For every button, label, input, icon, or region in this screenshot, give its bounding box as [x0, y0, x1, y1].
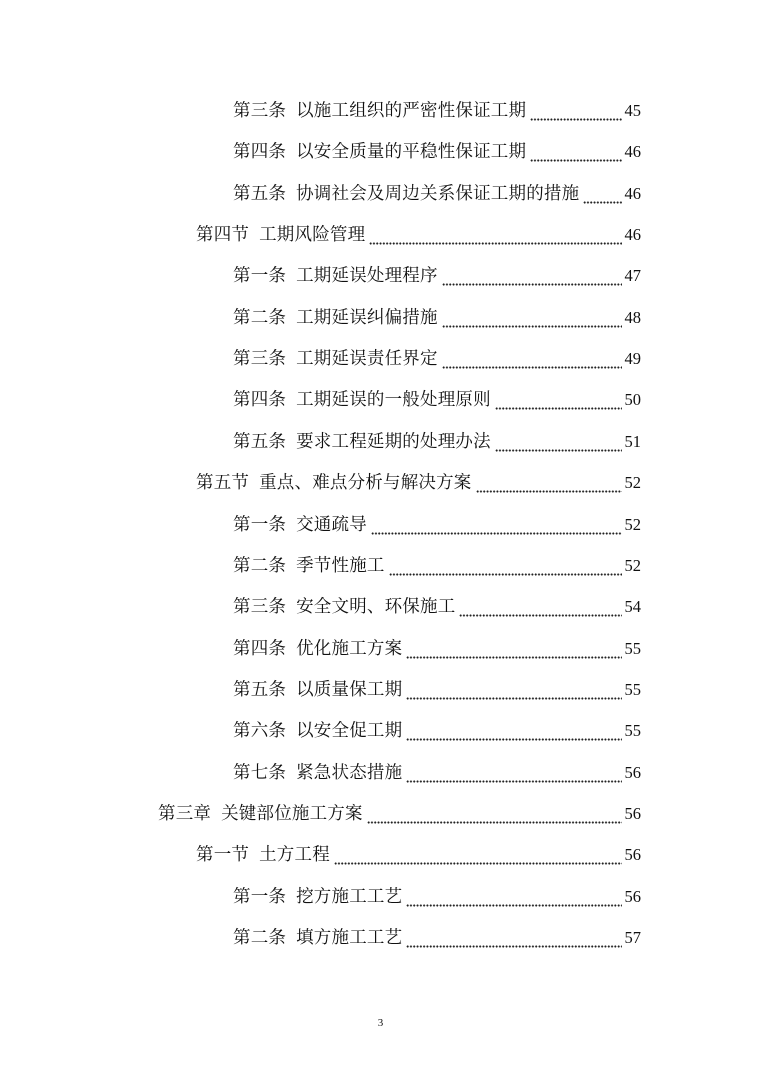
toc-entry[interactable] [0, 633, 761, 673]
toc-entry-label [233, 554, 385, 578]
toc-dot-leader [442, 283, 622, 286]
toc-entry-title: 工期延误处理程序 [296, 266, 438, 287]
toc-entry-label [233, 347, 438, 371]
toc-entry[interactable] [0, 798, 761, 838]
toc-entry-label [233, 761, 402, 785]
toc-entry-label [196, 223, 365, 247]
toc-entry-page: 51 [624, 431, 641, 451]
toc-entry-page: 56 [624, 803, 641, 823]
toc-entry-title: 工期延误责任界定 [296, 349, 438, 370]
toc-entry-number: 第三条 [233, 101, 287, 121]
toc-dot-leader [495, 449, 622, 452]
toc-entry-title: 重点、难点分析与解决方案 [259, 473, 472, 494]
toc-entry-page: 46 [624, 183, 641, 203]
toc-dot-leader [442, 366, 622, 369]
toc-entry-label [233, 140, 526, 164]
toc-dot-leader [476, 490, 622, 493]
toc-dot-leader [406, 738, 621, 741]
toc-entry-page: 52 [624, 555, 641, 575]
toc-dot-leader [406, 780, 621, 783]
toc-dot-leader [406, 904, 621, 907]
toc-entry-number: 第一条 [233, 886, 287, 907]
toc-entry-title: 工期延误纠偏措施 [296, 307, 438, 328]
toc-entry-number: 第五条 [233, 183, 287, 204]
toc-entry-page: 56 [624, 762, 641, 782]
toc-entry[interactable] [0, 219, 761, 259]
toc-entry-number: 第二条 [233, 928, 287, 948]
toc-entry[interactable] [0, 674, 761, 714]
toc-entry[interactable] [0, 178, 761, 218]
toc-entry[interactable] [0, 839, 761, 879]
toc-dot-leader [389, 573, 622, 576]
toc-entry-page: 50 [624, 390, 641, 410]
toc-entry-title: 挖方施工工艺 [296, 886, 403, 907]
toc-entry-title: 工期延误的一般处理原则 [296, 390, 491, 411]
toc-entry[interactable] [0, 260, 761, 300]
toc-entry-page: 55 [624, 721, 641, 741]
toc-entry-number: 第四条 [233, 142, 287, 163]
toc-entry-label [233, 306, 438, 330]
toc-entry-title: 交通疏导 [296, 514, 367, 535]
toc-dot-leader [459, 614, 621, 617]
toc-entry-label [233, 678, 402, 702]
toc-dot-leader [406, 656, 621, 659]
toc-entry-label [233, 885, 402, 909]
toc-entry-page: 52 [624, 473, 641, 493]
toc-entry-number: 第一节 [196, 845, 250, 866]
toc-entry-number: 第五条 [233, 679, 287, 700]
toc-entry-number: 第五节 [196, 473, 250, 494]
toc-entry[interactable] [0, 384, 761, 424]
toc-entry-number: 第六条 [233, 721, 287, 742]
toc-entry-label [233, 595, 455, 619]
toc-entry[interactable] [0, 881, 761, 921]
toc-dot-leader [369, 242, 621, 245]
toc-dot-leader [530, 118, 621, 121]
toc-entry-number: 第三条 [233, 597, 287, 618]
toc-entry-number: 第一条 [233, 266, 287, 287]
toc-dot-leader [371, 532, 622, 535]
toc-entry-page: 52 [624, 514, 641, 534]
toc-entry-label [233, 513, 367, 537]
toc-entry-label [196, 471, 472, 495]
toc-entry-title: 优化施工方案 [296, 638, 403, 659]
toc-entry[interactable] [0, 302, 761, 342]
toc-dot-leader [583, 201, 621, 204]
toc-entry-page: 55 [624, 638, 641, 658]
toc-dot-leader [367, 821, 622, 824]
toc-entry-page: 48 [624, 307, 641, 327]
toc-entry-title: 工期风险管理 [259, 225, 366, 246]
toc-entry-number: 第一条 [233, 514, 287, 535]
toc-entry-label [233, 99, 526, 123]
toc-entry-label [233, 388, 491, 412]
toc-entry[interactable] [0, 343, 761, 383]
toc-entry-label [233, 264, 438, 288]
toc-entry-page: 45 [624, 101, 641, 120]
toc-dot-leader [495, 407, 622, 410]
toc-entry-number: 第二条 [233, 307, 287, 328]
toc-entry-title: 安全文明、环保施工 [296, 597, 456, 618]
toc-entry-page: 54 [624, 597, 641, 617]
toc-entry-title: 以安全质量的平稳性保证工期 [296, 142, 527, 163]
toc-entry-number: 第五条 [233, 431, 287, 452]
toc-entry-page: 56 [624, 886, 641, 906]
toc-entry-number: 第三章 [158, 803, 212, 824]
toc-entry-label [233, 182, 579, 206]
toc-entry-title: 土方工程 [259, 845, 330, 866]
toc-entry[interactable] [0, 715, 761, 755]
toc-entry-page: 56 [624, 845, 641, 865]
toc-dot-leader [334, 862, 622, 865]
toc-entry-label [233, 430, 491, 454]
toc-entry[interactable] [0, 591, 761, 631]
toc-entry-title: 填方施工工艺 [296, 928, 403, 948]
toc-entry[interactable] [0, 550, 761, 590]
toc-entry[interactable] [0, 757, 761, 797]
toc-entry-page: 49 [624, 349, 641, 369]
toc-entry-number: 第四条 [233, 638, 287, 659]
toc-entry[interactable] [0, 95, 761, 135]
toc-entry[interactable] [0, 467, 761, 507]
toc-entry-title: 以质量保工期 [296, 679, 403, 700]
toc-entry-title: 以施工组织的严密性保证工期 [296, 101, 527, 121]
toc-entry-number: 第七条 [233, 762, 287, 783]
page-number: 3 [377, 1017, 384, 1029]
toc-dot-leader [442, 325, 622, 328]
toc-dot-leader [530, 159, 621, 162]
toc-dot-leader [406, 945, 621, 948]
toc-entry-title: 关键部位施工方案 [221, 803, 363, 824]
toc-entry[interactable] [0, 136, 761, 176]
toc-entry-title: 协调社会及周边关系保证工期的措施 [296, 183, 580, 204]
toc-entry-page: 46 [624, 225, 641, 245]
toc-entry-number: 第四节 [196, 225, 250, 246]
toc-entry-page: 47 [624, 266, 641, 286]
toc-entry-label [196, 843, 330, 867]
toc-entry[interactable] [0, 922, 761, 962]
toc-entry-title: 以安全促工期 [296, 721, 403, 742]
toc-entry-title: 要求工程延期的处理办法 [296, 431, 491, 452]
toc-entry-page: 55 [624, 679, 641, 699]
toc-entry-label [233, 637, 402, 661]
toc-entry-label [233, 719, 402, 743]
toc-entry-page: 46 [624, 142, 641, 162]
toc-entry[interactable] [0, 509, 761, 549]
toc-entry[interactable] [0, 426, 761, 466]
toc-entry-number: 第四条 [233, 390, 287, 411]
toc-entry-title: 紧急状态措施 [296, 762, 403, 783]
toc-entry-label [158, 802, 363, 826]
toc-entry-title: 季节性施工 [296, 555, 385, 576]
toc-entry-page: 57 [624, 928, 641, 947]
toc-dot-leader [406, 697, 621, 700]
toc-entry-number: 第二条 [233, 555, 287, 576]
toc-entry-number: 第三条 [233, 349, 287, 370]
toc-entry-label [233, 926, 402, 950]
